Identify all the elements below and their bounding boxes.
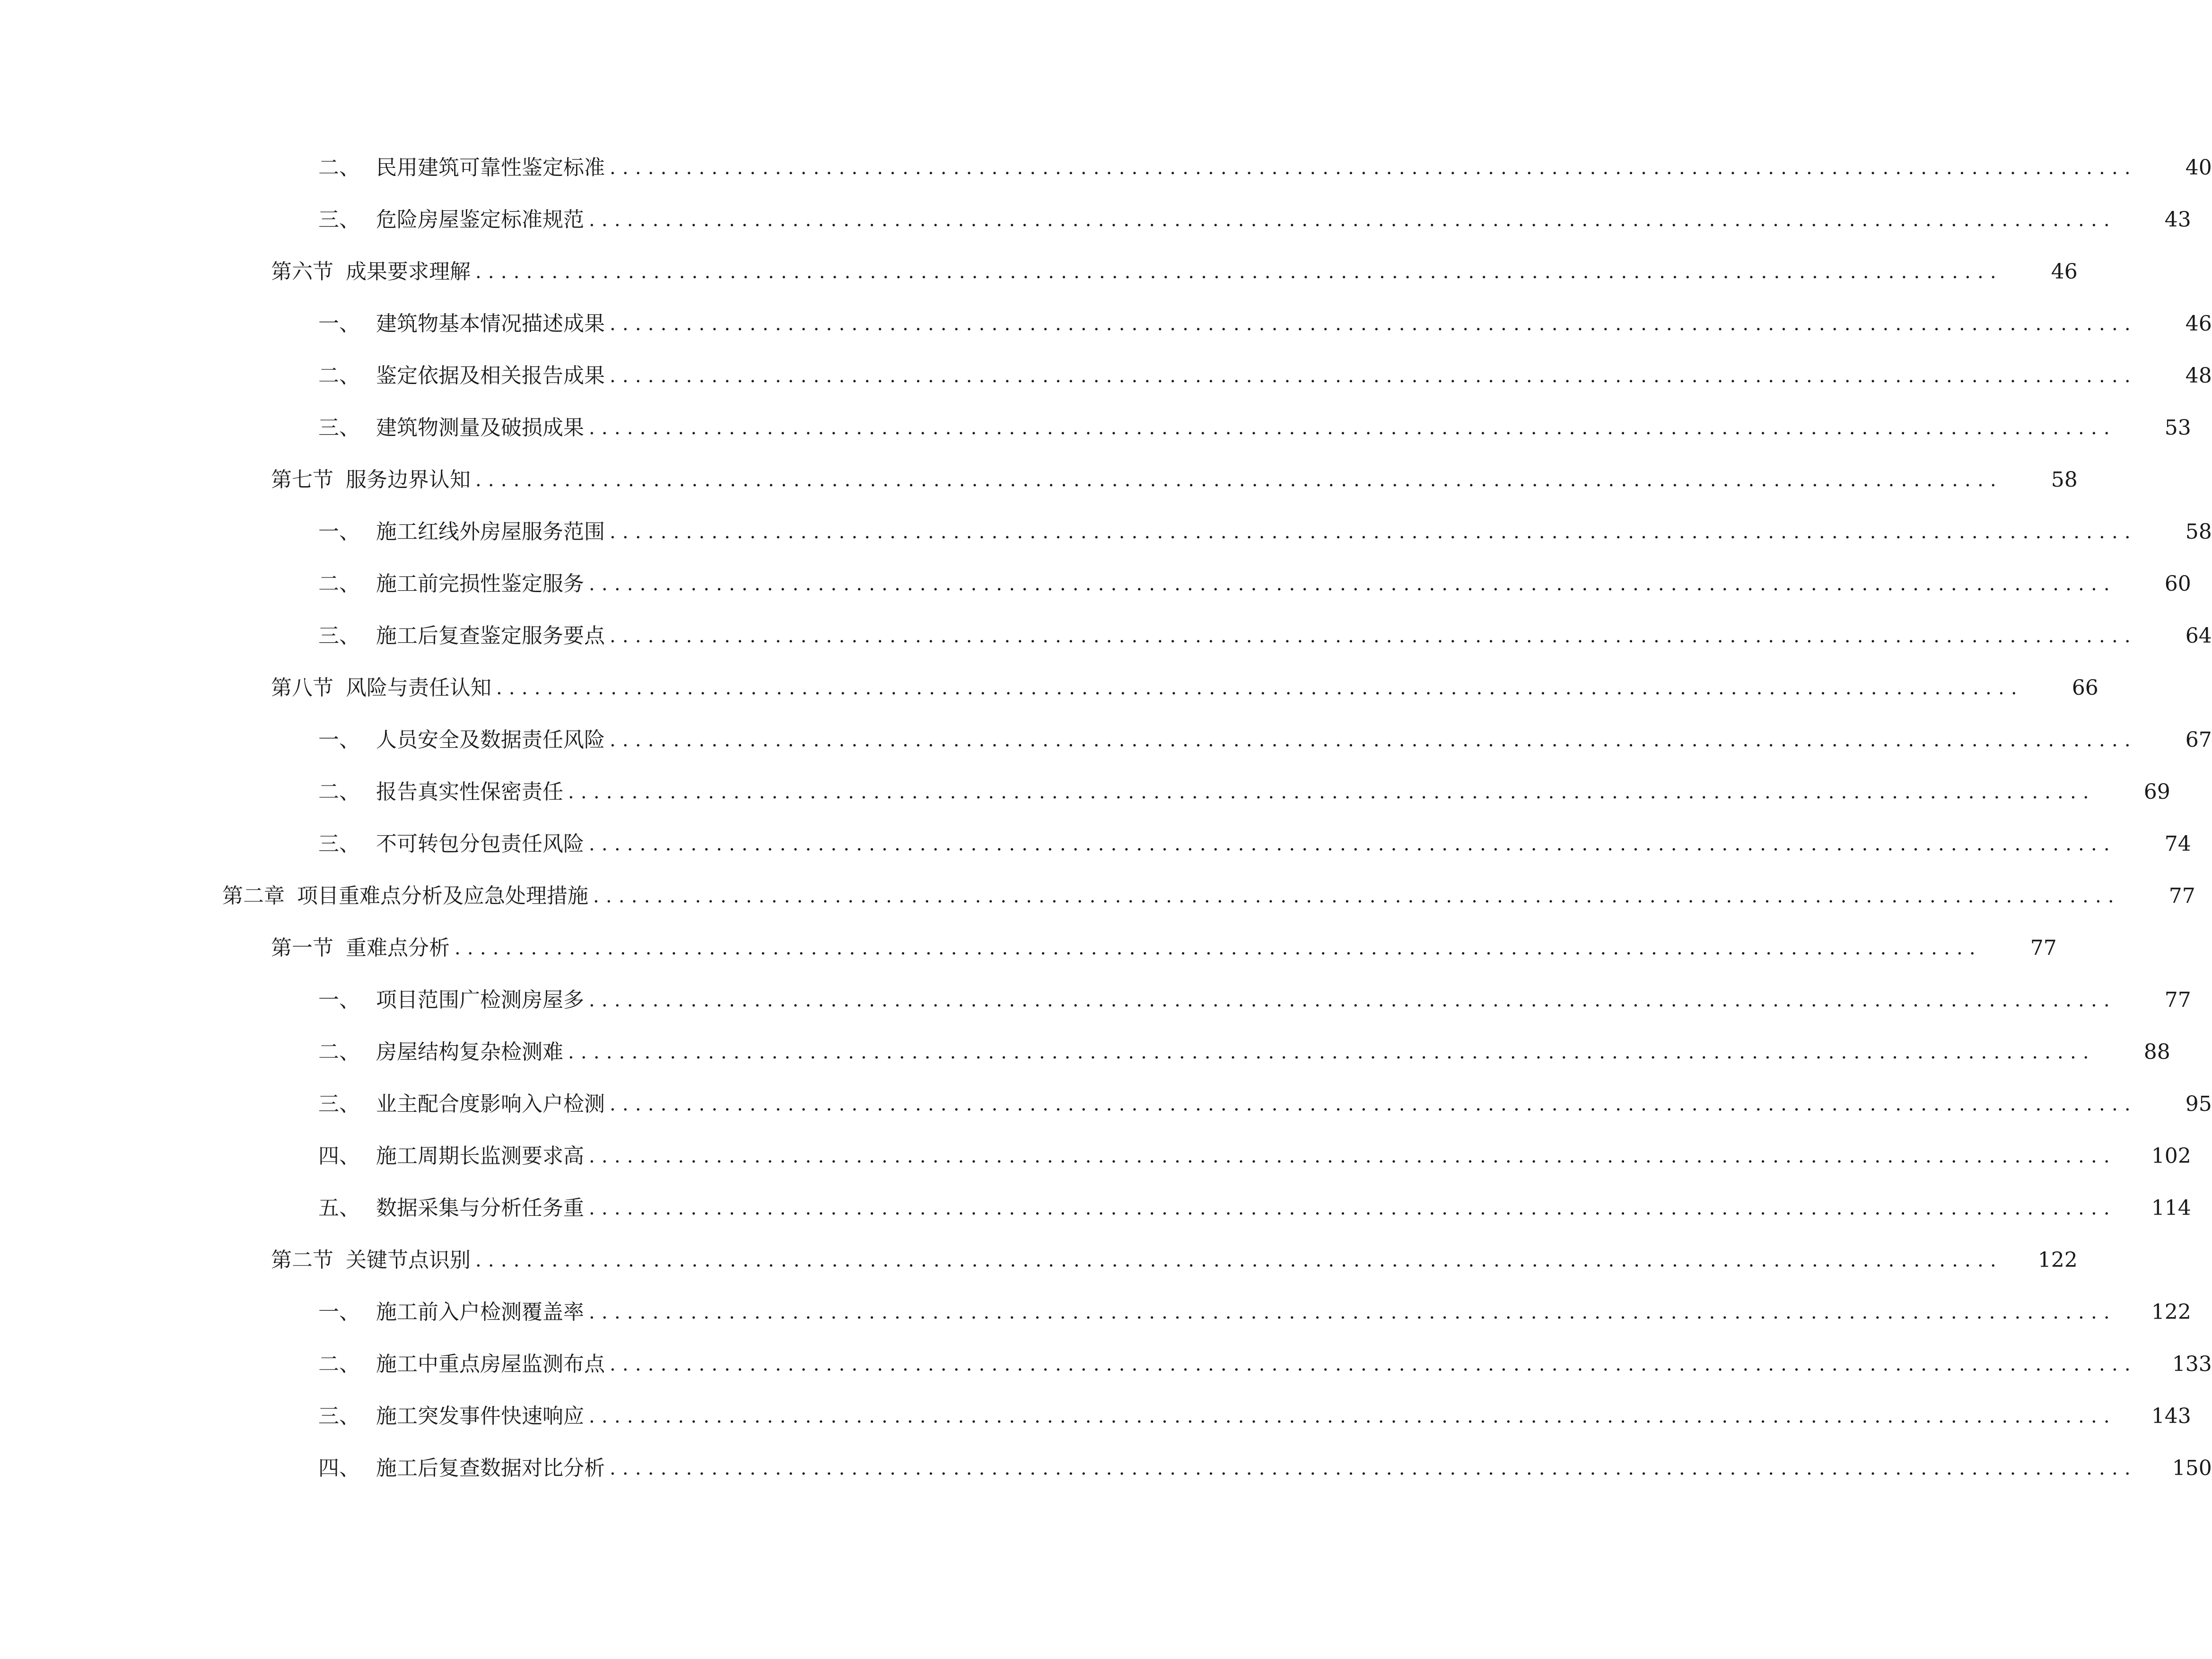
toc-entry-title: 关键节点识别: [346, 1248, 471, 1272]
toc-entry-number: 三、: [318, 208, 360, 232]
toc-entry-page: 66: [2072, 676, 2098, 700]
toc-entry[interactable]: [0, 142, 2212, 194]
toc-entry-number: 三、: [318, 832, 360, 856]
toc-entry[interactable]: [0, 922, 2057, 974]
toc-entry[interactable]: [0, 454, 2078, 506]
toc-entry[interactable]: [0, 1078, 2212, 1130]
toc-entry-title: 危险房屋鉴定标准规范: [376, 208, 584, 232]
toc-entry-page: 46: [2051, 260, 2078, 284]
toc-entry[interactable]: [0, 766, 2170, 818]
toc-dot-leader: ........................................................................................................................: [589, 417, 2116, 439]
toc-entry-page: 143: [2151, 1404, 2191, 1428]
toc-entry-number: 第七节: [271, 468, 333, 492]
table-of-contents: [0, 142, 2212, 1494]
toc-entry-number: 三、: [318, 624, 360, 648]
toc-entry[interactable]: [0, 662, 2098, 714]
toc-entry-title: 施工前完损性鉴定服务: [376, 572, 584, 596]
toc-entry-page: 122: [2151, 1300, 2191, 1324]
toc-entry[interactable]: [0, 1442, 2212, 1494]
toc-dot-leader: ........................................................................................................................: [589, 209, 2116, 231]
toc-entry[interactable]: [0, 1234, 2078, 1286]
toc-dot-leader: ........................................................................................................................: [610, 313, 2137, 335]
toc-entry-title: 施工后复查数据对比分析: [376, 1456, 605, 1480]
toc-entry[interactable]: [0, 1182, 2191, 1234]
toc-entry-number: 一、: [318, 728, 360, 752]
toc-dot-leader: ........................................................................................................................: [589, 573, 2116, 595]
toc-entry-page: 77: [2030, 936, 2057, 960]
toc-dot-leader: ........................................................................................................................: [568, 781, 2096, 803]
toc-entry-title: 成果要求理解: [346, 260, 471, 284]
toc-entry-page: 95: [2185, 1092, 2212, 1116]
toc-entry[interactable]: [0, 974, 2191, 1026]
toc-entry-page: 58: [2185, 520, 2212, 544]
toc-dot-leader: ........................................................................................................................: [610, 521, 2137, 543]
toc-entry-page: 69: [2143, 780, 2170, 804]
toc-entry[interactable]: [0, 1130, 2191, 1182]
toc-entry[interactable]: [0, 558, 2191, 610]
toc-entry-number: 第二节: [271, 1248, 333, 1272]
toc-entry[interactable]: [0, 714, 2212, 766]
toc-entry-number: 第六节: [271, 260, 333, 284]
toc-dot-leader: ........................................................................................................................: [589, 833, 2116, 855]
toc-entry[interactable]: [0, 1390, 2191, 1442]
toc-dot-leader: ........................................................................................................................: [610, 365, 2137, 387]
toc-entry-title: 施工突发事件快速响应: [376, 1404, 584, 1428]
toc-entry-number: 四、: [318, 1144, 360, 1168]
toc-dot-leader: ........................................................................................................................: [589, 1145, 2116, 1167]
toc-dot-leader: ........................................................................................................................: [589, 1406, 2116, 1427]
toc-entry[interactable]: [0, 1338, 2212, 1390]
toc-entry-page: 114: [2151, 1196, 2191, 1220]
toc-entry[interactable]: [0, 506, 2212, 558]
toc-dot-leader: ........................................................................................................................: [475, 469, 2003, 491]
toc-entry[interactable]: [0, 298, 2212, 350]
toc-dot-leader: ........................................................................................................................: [610, 625, 2137, 647]
toc-entry-number: 一、: [318, 1300, 360, 1324]
toc-entry-title: 重难点分析: [346, 936, 450, 960]
toc-dot-leader: ........................................................................................................................: [589, 1197, 2116, 1219]
toc-entry-page: 58: [2051, 468, 2078, 492]
toc-entry-number: 二、: [318, 572, 360, 596]
toc-entry-title: 业主配合度影响入户检测: [376, 1092, 605, 1116]
toc-entry[interactable]: [0, 1286, 2191, 1338]
toc-dot-leader: ........................................................................................................................: [475, 1249, 2003, 1271]
toc-entry-title: 施工红线外房屋服务范围: [376, 520, 605, 544]
toc-dot-leader: ........................................................................................................................: [589, 989, 2116, 1011]
toc-entry-number: 第八节: [271, 676, 333, 700]
toc-entry-page: 46: [2185, 312, 2212, 336]
toc-entry-title: 报告真实性保密责任: [376, 780, 563, 804]
toc-entry-title: 项目重难点分析及应急处理措施: [297, 884, 588, 908]
toc-entry-page: 74: [2164, 832, 2191, 856]
toc-entry-title: 建筑物测量及破损成果: [376, 416, 584, 440]
toc-entry-number: 一、: [318, 520, 360, 544]
toc-entry-title: 施工前入户检测覆盖率: [376, 1300, 584, 1324]
toc-entry[interactable]: [0, 870, 2195, 922]
toc-entry[interactable]: [0, 402, 2191, 454]
toc-entry[interactable]: [0, 350, 2212, 402]
toc-dot-leader: ........................................................................................................................: [455, 937, 1982, 959]
toc-dot-leader: ........................................................................................................................: [589, 1301, 2116, 1323]
toc-entry-title: 施工中重点房屋监测布点: [376, 1352, 605, 1376]
toc-entry-title: 民用建筑可靠性鉴定标准: [376, 156, 605, 180]
toc-dot-leader: ........................................................................................................................: [610, 1458, 2137, 1479]
toc-entry-number: 二、: [318, 364, 360, 388]
toc-dot-leader: ........................................................................................................................: [610, 1093, 2137, 1115]
toc-entry-title: 施工周期长监测要求高: [376, 1144, 584, 1168]
toc-entry-title: 项目范围广检测房屋多: [376, 988, 584, 1012]
toc-entry-number: 二、: [318, 1352, 360, 1376]
toc-dot-leader: ........................................................................................................................: [475, 261, 2003, 283]
toc-entry-page: 64: [2185, 624, 2212, 648]
toc-entry-page: 133: [2172, 1352, 2212, 1376]
toc-dot-leader: ........................................................................................................................: [593, 885, 2121, 907]
toc-entry-page: 53: [2164, 416, 2191, 440]
toc-entry[interactable]: [0, 194, 2191, 246]
toc-entry-title: 不可转包分包责任风险: [376, 832, 584, 856]
toc-entry-page: 67: [2185, 728, 2212, 752]
toc-entry-page: 150: [2172, 1456, 2212, 1480]
toc-entry-title: 房屋结构复杂检测难: [376, 1040, 563, 1064]
toc-entry-page: 122: [2037, 1248, 2078, 1272]
toc-entry-page: 48: [2185, 364, 2212, 388]
toc-entry-number: 五、: [318, 1196, 360, 1220]
toc-entry-title: 数据采集与分析任务重: [376, 1196, 584, 1220]
toc-entry-number: 一、: [318, 988, 360, 1012]
toc-entry-number: 第二章: [222, 884, 285, 908]
toc-entry-number: 一、: [318, 312, 360, 336]
toc-entry-number: 四、: [318, 1456, 360, 1480]
toc-dot-leader: ........................................................................................................................: [610, 157, 2137, 179]
toc-entry-page: 40: [2185, 156, 2212, 180]
toc-entry-number: 第一节: [271, 936, 333, 960]
toc-entry[interactable]: [0, 610, 2212, 662]
toc-entry[interactable]: [0, 246, 2078, 298]
toc-entry-number: 二、: [318, 1040, 360, 1064]
toc-entry-title: 人员安全及数据责任风险: [376, 728, 605, 752]
toc-entry-title: 建筑物基本情况描述成果: [376, 312, 605, 336]
toc-entry-page: 60: [2164, 572, 2191, 596]
toc-entry-number: 三、: [318, 1092, 360, 1116]
toc-dot-leader: ........................................................................................................................: [568, 1041, 2096, 1063]
toc-entry-page: 102: [2151, 1144, 2191, 1168]
toc-entry-number: 三、: [318, 416, 360, 440]
toc-entry-number: 三、: [318, 1404, 360, 1428]
toc-entry-title: 施工后复查鉴定服务要点: [376, 624, 605, 648]
toc-entry[interactable]: [0, 1026, 2170, 1078]
toc-dot-leader: ........................................................................................................................: [496, 677, 2024, 699]
toc-entry-number: 二、: [318, 780, 360, 804]
toc-entry-page: 43: [2164, 208, 2191, 232]
toc-entry-page: 77: [2168, 884, 2195, 908]
toc-entry[interactable]: [0, 818, 2191, 870]
toc-entry-title: 鉴定依据及相关报告成果: [376, 364, 605, 388]
toc-entry-title: 风险与责任认知: [346, 676, 491, 700]
toc-dot-leader: ........................................................................................................................: [610, 1353, 2137, 1375]
toc-entry-number: 二、: [318, 156, 360, 180]
toc-dot-leader: ........................................................................................................................: [610, 729, 2137, 751]
toc-entry-page: 88: [2143, 1040, 2170, 1064]
toc-entry-page: 77: [2164, 988, 2191, 1012]
toc-entry-title: 服务边界认知: [346, 468, 471, 492]
